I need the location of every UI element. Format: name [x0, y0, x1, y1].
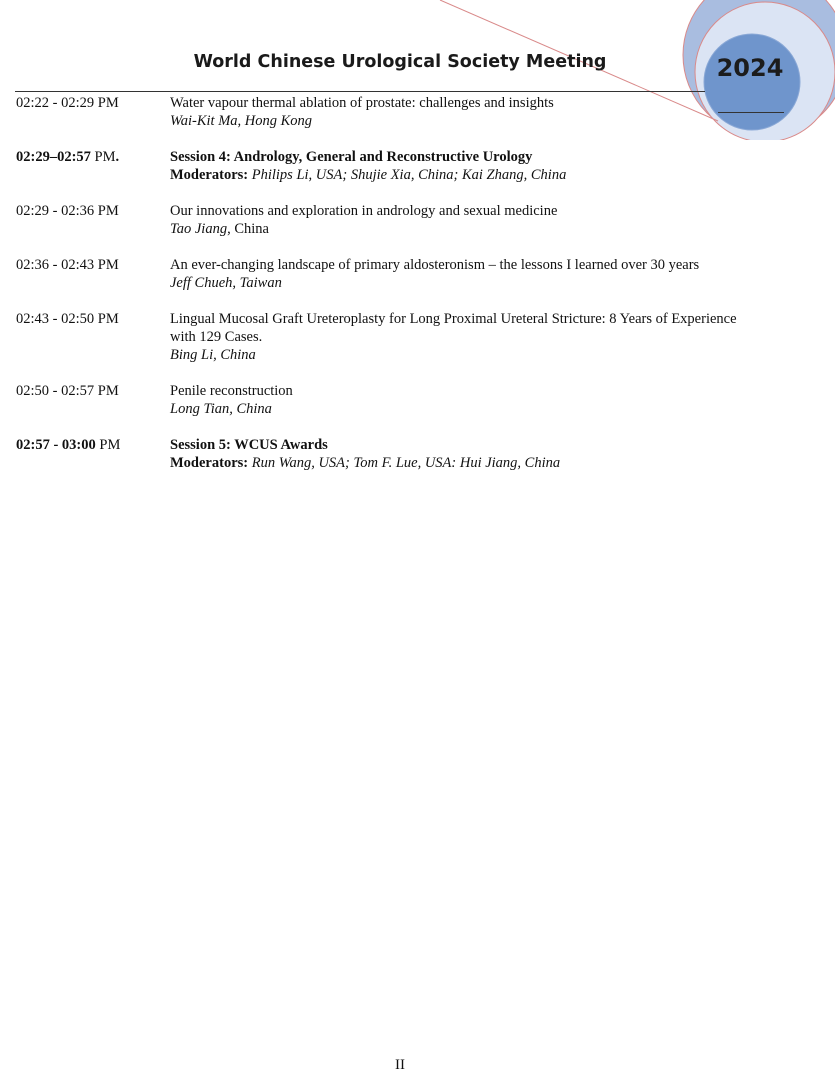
year-label: 2024	[716, 54, 784, 82]
agenda-time: 02:22 - 02:29 PM	[16, 95, 119, 111]
agenda-details	[170, 382, 800, 418]
agenda-details	[170, 202, 800, 238]
talk-speaker: Wai-Kit Ma, Hong Kong	[170, 113, 313, 129]
moderators-names: Run Wang, USA; Tom F. Lue, USA: Hui Jiang, China	[248, 455, 561, 471]
agenda-details	[170, 310, 800, 364]
session-time-range: 02:57 - 03:00	[16, 437, 96, 453]
session-time-suffix: .	[115, 149, 120, 165]
session-title: Session 4: Andrology, General and Reconstructive Urology	[170, 149, 533, 165]
session-time-period: PM	[90, 149, 116, 165]
talk-speaker	[170, 220, 800, 238]
session-moderators	[170, 454, 800, 472]
talk-title: Our innovations and exploration in andrology and sexual medicine	[170, 203, 558, 219]
talk-speaker: Bing Li, China	[170, 347, 256, 363]
session-title: Session 5: WCUS Awards	[170, 437, 328, 453]
agenda-time: 02:36 - 02:43 PM	[16, 257, 119, 273]
page-number: II	[395, 1057, 405, 1073]
agenda-time: 02:43 - 02:50 PM	[16, 311, 119, 327]
session-time	[16, 436, 166, 454]
agenda-time: 02:50 - 02:57 PM	[16, 383, 119, 399]
session-details	[170, 148, 800, 184]
session-details	[170, 436, 800, 472]
talk-speaker: Long Tian, China	[170, 401, 272, 417]
session-time	[16, 148, 166, 166]
speaker-name: Tao Jiang	[170, 221, 228, 237]
session-moderators	[170, 166, 800, 184]
talk-speaker: Jeff Chueh, Taiwan	[170, 275, 282, 291]
talk-title-line-1: Lingual Mucosal Graft Ureteroplasty for Long Proximal Ureteral Stricture: 8 Years of Experience	[170, 311, 737, 327]
talk-title: Water vapour thermal ablation of prostate: challenges and insights	[170, 95, 554, 111]
agenda-details	[170, 94, 800, 130]
header-divider	[15, 91, 705, 92]
moderators-label: Moderators:	[170, 455, 249, 471]
talk-title-line-2: with 129 Cases.	[170, 329, 263, 345]
session-time-period: PM	[95, 437, 121, 453]
talk-title: Penile reconstruction	[170, 383, 293, 399]
moderators-label: Moderators:	[170, 167, 249, 183]
agenda-details	[170, 256, 800, 292]
speaker-place: , China	[227, 221, 269, 237]
talk-title: An ever-changing landscape of primary aldosteronism – the lessons I learned over 30 years	[170, 257, 700, 273]
meeting-title: World Chinese Urological Society Meeting	[193, 52, 607, 72]
moderators-names: Philips Li, USA; Shujie Xia, China; Kai Zhang, China	[248, 167, 567, 183]
agenda-time: 02:29 - 02:36 PM	[16, 203, 119, 219]
session-time-range: 02:29–02:57	[16, 149, 91, 165]
